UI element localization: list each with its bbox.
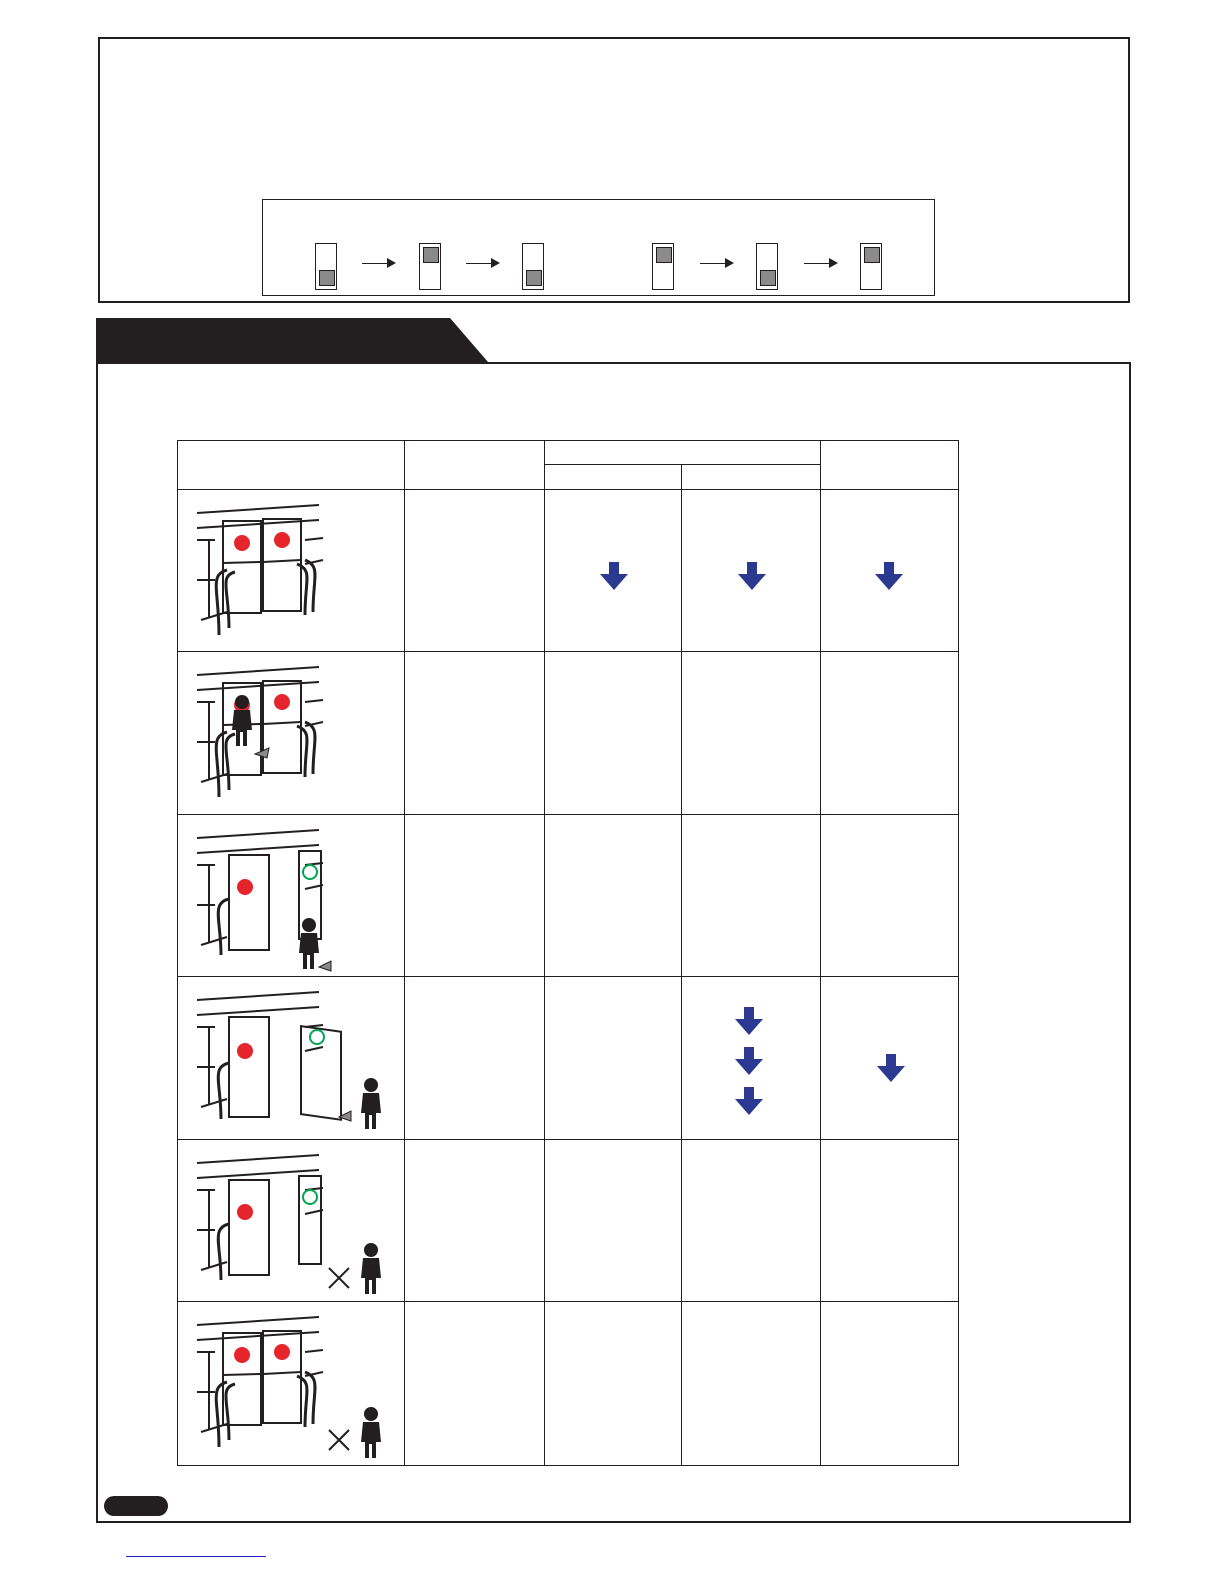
switch-strip [262,199,935,296]
switch-icon [860,243,882,290]
switch-icon [419,243,441,290]
down-arrow-icon [875,562,903,590]
right-arrow-icon [804,263,836,264]
page-number-badge [104,1496,168,1516]
switch-icon [522,243,544,290]
link-underline[interactable] [126,1556,266,1557]
door-illustration [179,815,404,976]
down-arrow-icon [735,1047,763,1075]
section-tab [96,318,488,362]
right-arrow-icon [700,263,732,264]
right-arrow-icon [362,263,394,264]
down-arrow-icon [738,562,766,590]
down-arrow-icon [735,1087,763,1115]
door-illustration [179,977,404,1138]
door-illustration [179,1302,404,1463]
down-arrow-icon [735,1007,763,1035]
door-illustration [179,652,404,813]
switch-icon [315,243,337,290]
switch-icon [652,243,674,290]
right-arrow-icon [466,263,498,264]
door-illustration [179,1140,404,1301]
down-arrow-icon [600,562,628,590]
door-illustration [179,490,404,651]
down-arrow-icon [877,1054,905,1082]
switch-icon [756,243,778,290]
